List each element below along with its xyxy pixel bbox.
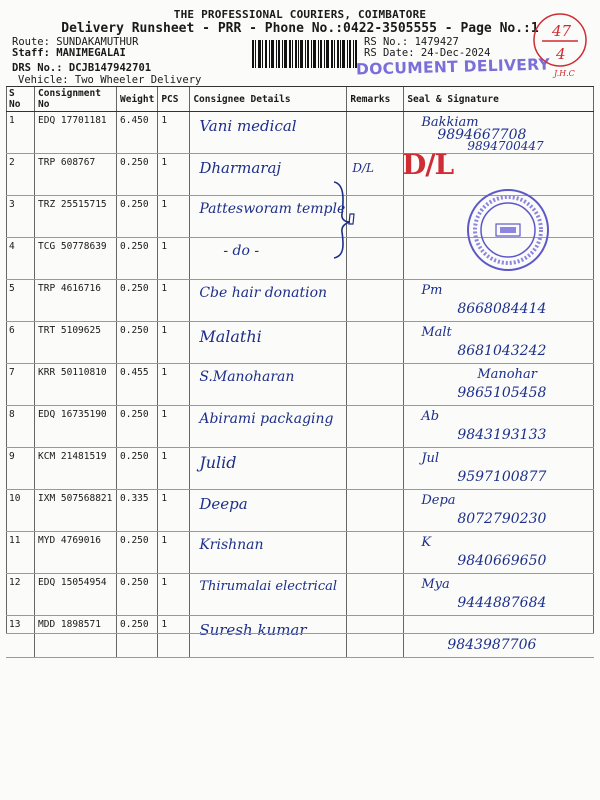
row-remarks-cell — [347, 280, 404, 322]
table-row — [6, 616, 594, 658]
row-remarks-cell — [347, 322, 404, 364]
row-sno: 8 — [6, 406, 35, 448]
col-seal-signature: Seal & Signature — [404, 87, 594, 112]
table-bottom-border — [6, 633, 594, 634]
row-consignee: Malathi — [199, 327, 262, 346]
row-remarks: D/L — [352, 161, 374, 175]
row-sno: 7 — [6, 364, 35, 406]
row-sno: 6 — [6, 322, 35, 364]
drs-line — [12, 62, 151, 74]
row-signature-cell — [404, 532, 594, 574]
row-weight: 0.250 — [117, 154, 158, 196]
row-consignment: KRR 50110810 — [35, 364, 117, 406]
row-sno: 11 — [6, 532, 35, 574]
row-consignment: EDQ 16735190 — [35, 406, 117, 448]
row-remarks-cell — [347, 448, 404, 490]
table-row — [6, 112, 594, 154]
rs-no-value: 1479427 — [414, 36, 459, 48]
row-consignee: Suresh kumar — [199, 621, 307, 639]
row-phone: 8668084414 — [457, 301, 547, 317]
row-sno: 13 — [6, 616, 35, 658]
row-remarks-cell — [347, 364, 404, 406]
row-signature: Jul — [421, 451, 440, 466]
barcode — [252, 40, 357, 68]
row-weight: 0.250 — [117, 616, 158, 658]
row-consignee-cell — [190, 112, 347, 154]
row-remarks-cell — [347, 574, 404, 616]
row-weight: 0.250 — [117, 238, 158, 280]
row-consignment: EDQ 15054954 — [35, 574, 117, 616]
row-weight: 0.250 — [117, 406, 158, 448]
row-signature: Ab — [421, 409, 440, 424]
row-consignee-cell — [190, 196, 347, 238]
row-phone: 8072790230 — [457, 511, 547, 527]
row-signature-cell — [404, 280, 594, 322]
row-remarks-cell — [347, 532, 404, 574]
col-sno: S No — [6, 87, 35, 112]
row-consignment: EDQ 17701181 — [35, 112, 117, 154]
runsheet-title: Delivery Runsheet - PRR - Phone No.:0422-3505555 - Page No.:1 — [61, 21, 539, 36]
row-signature-cell — [404, 574, 594, 616]
row-consignee-cell — [190, 280, 347, 322]
document-delivery-stamp: DOCUMENT DELIVERY — [355, 55, 551, 79]
staff-label: Staff: — [12, 47, 50, 59]
row-sno: 12 — [6, 574, 35, 616]
row-sno: 10 — [6, 490, 35, 532]
row-consignee-cell — [190, 490, 347, 532]
vehicle-line — [18, 74, 201, 86]
brace-mark — [330, 180, 360, 260]
vehicle-label: Vehicle: — [18, 74, 69, 86]
row-weight: 0.335 — [117, 490, 158, 532]
row-consignment: TRP 4616716 — [35, 280, 117, 322]
row-signature-cell — [404, 322, 594, 364]
rs-date-value: 24-Dec-2024 — [420, 47, 491, 59]
row-pcs: 1 — [158, 574, 190, 616]
row-phone: 9597100877 — [457, 469, 547, 485]
row-consignment: KCM 21481519 — [35, 448, 117, 490]
row-consignee: Abirami packaging — [199, 411, 334, 427]
staff-value: MANIMEGALAI — [56, 47, 126, 59]
row-phone: 9444887684 — [457, 595, 547, 611]
row-consignee-cell — [190, 322, 347, 364]
col-remarks: Remarks — [347, 87, 404, 112]
col-weight: Weight — [117, 87, 158, 112]
rs-date-label: RS Date: — [364, 47, 415, 59]
row-remarks-cell — [347, 112, 404, 154]
row-weight: 0.455 — [117, 364, 158, 406]
corner-handwritten-mark — [528, 8, 592, 78]
row-weight: 0.250 — [117, 532, 158, 574]
row-consignment: IXM 507568821 — [35, 490, 117, 532]
row-consignee-cell — [190, 154, 347, 196]
row-pcs: 1 — [158, 112, 190, 154]
row-signature-cell — [404, 364, 594, 406]
row-consignee: Pattesworam temple — [199, 201, 346, 217]
row-phone: 9843987706 — [447, 637, 537, 653]
row-phone: 9840669650 — [457, 553, 547, 569]
row-consignee-cell — [190, 406, 347, 448]
row-sno: 2 — [6, 154, 35, 196]
col-pcs: PCS — [158, 87, 190, 112]
row-weight: 6.450 — [117, 112, 158, 154]
row-consignment: TRT 5109625 — [35, 322, 117, 364]
row-signature-cell — [404, 406, 594, 448]
staff-line — [12, 47, 126, 59]
round-seal-stamp — [466, 188, 550, 272]
row-pcs: 1 — [158, 280, 190, 322]
row-signature: Malt — [421, 325, 452, 340]
row-consignee: Deepa — [199, 495, 248, 513]
row-signature-cell — [404, 616, 594, 658]
row-sno: 3 — [6, 196, 35, 238]
rs-no-label: RS No.: — [364, 36, 409, 48]
row-consignee: S.Manoharan — [199, 369, 295, 385]
row-consignee-cell — [190, 238, 347, 280]
row-pcs: 1 — [158, 448, 190, 490]
row-phone-secondary: 9894700447 — [467, 139, 544, 153]
row-signature: K — [421, 535, 432, 550]
corner-mark-top: 47 — [552, 22, 572, 40]
row-sno: 1 — [6, 112, 35, 154]
row-weight: 0.250 — [117, 196, 158, 238]
row-pcs: 1 — [158, 490, 190, 532]
row-phone: 9865105458 — [457, 385, 547, 401]
row-consignee: Thirumalai electrical — [199, 579, 338, 594]
row-remarks-cell — [347, 616, 404, 658]
row-signature: Manohar — [477, 367, 537, 382]
row-consignee: - do - — [223, 243, 260, 259]
vehicle-value: Two Wheeler Delivery — [74, 74, 202, 86]
col-consignee: Consignee Details — [190, 87, 347, 112]
corner-mark-date: J.H.C — [554, 69, 575, 78]
row-consignee-cell — [190, 616, 347, 658]
runsheet-table — [6, 86, 594, 658]
row-signature: Mya — [421, 577, 450, 592]
drs-value: DCJB147942701 — [68, 62, 152, 74]
table-row — [6, 574, 594, 616]
row-consignee: Cbe hair donation — [199, 285, 328, 301]
row-signature: Depa — [421, 493, 456, 508]
col-consignment: Consignment No — [35, 87, 117, 112]
row-consignee: Vani medical — [199, 117, 297, 135]
route-label: Route: — [12, 36, 50, 48]
row-signature-cell — [404, 448, 594, 490]
row-consignment: MYD 4769016 — [35, 532, 117, 574]
row-pcs: 1 — [158, 364, 190, 406]
row-consignee-cell — [190, 574, 347, 616]
row-pcs: 1 — [158, 238, 190, 280]
row-sno: 9 — [6, 448, 35, 490]
row-weight: 0.250 — [117, 574, 158, 616]
row-consignment: TRP 608767 — [35, 154, 117, 196]
row-consignment: MDD 1898571 — [35, 616, 117, 658]
corner-mark-bottom: 4 — [556, 45, 566, 63]
row-consignee-cell — [190, 532, 347, 574]
row-sno: 5 — [6, 280, 35, 322]
row-remarks-cell — [347, 490, 404, 532]
drs-label: DRS No.: — [12, 62, 63, 74]
table-row — [6, 448, 594, 490]
row-sno: 4 — [6, 238, 35, 280]
table-row — [6, 280, 594, 322]
table-row — [6, 490, 594, 532]
row-pcs: 1 — [158, 406, 190, 448]
table-row — [6, 532, 594, 574]
row-weight: 0.250 — [117, 280, 158, 322]
row-consignment: TCG 50778639 — [35, 238, 117, 280]
row-pcs: 1 — [158, 532, 190, 574]
route-value: SUNDAKAMUTHUR — [56, 36, 139, 48]
row-consignee-cell — [190, 364, 347, 406]
company-name: THE PROFESSIONAL COURIERS, COIMBATORE — [173, 8, 427, 21]
row-consignee: Julid — [199, 453, 237, 472]
row-pcs: 1 — [158, 322, 190, 364]
row-phone: 9894667708 — [437, 127, 527, 143]
row-consignment: TRZ 25515715 — [35, 196, 117, 238]
row-pcs: 1 — [158, 154, 190, 196]
row-phone: 9843193133 — [457, 427, 547, 443]
row-pcs: 1 — [158, 196, 190, 238]
row-weight: 0.250 — [117, 448, 158, 490]
row-signature-cell — [404, 490, 594, 532]
table-row — [6, 364, 594, 406]
row-signature: Pm — [421, 283, 443, 298]
table-header-row — [6, 87, 594, 112]
row-consignee: Krishnan — [199, 537, 264, 553]
row-signature: Bakkiam — [421, 115, 479, 130]
table-row — [6, 322, 594, 364]
row-pcs: 1 — [158, 616, 190, 658]
row-phone: 8681043242 — [457, 343, 547, 359]
table-row — [6, 406, 594, 448]
row-consignee: Dharmaraj — [199, 159, 282, 177]
row-consignee-cell — [190, 448, 347, 490]
row-remarks-cell — [347, 406, 404, 448]
dl-red-mark: D/L — [402, 148, 454, 181]
row-weight: 0.250 — [117, 322, 158, 364]
